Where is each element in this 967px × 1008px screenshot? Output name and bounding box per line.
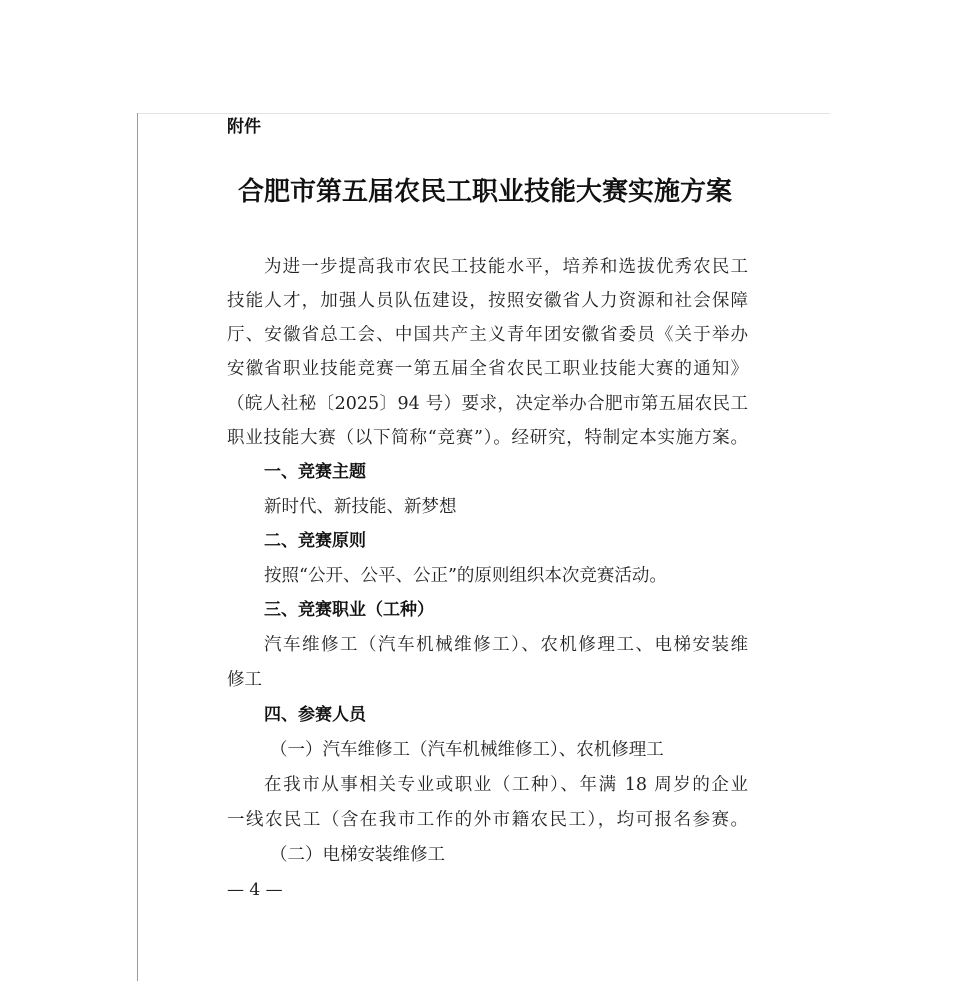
intro-line-3: 厅、安徽省总工会、中国共产主义青年团安徽省委员《关于举办 xyxy=(227,325,748,345)
intro-line-4: 安徽省职业技能竞赛一第五届全省农民工职业技能大赛的通知》 xyxy=(227,359,748,379)
section-3-line-1: 汽车维修工（汽车机械维修工）、农机修理工、电梯安装维 xyxy=(264,635,748,655)
page-top-edge xyxy=(137,113,830,114)
section-3-heading: 三、竞赛职业（工种） xyxy=(264,600,434,620)
section-4-sub-1-line-1: 在我市从事相关专业或职业（工种）、年满 18 周岁的企业 xyxy=(264,775,748,795)
intro-line-1: 为进一步提高我市农民工技能水平，培养和选拔优秀农民工 xyxy=(264,257,748,277)
page-left-edge xyxy=(137,113,138,981)
section-4-heading: 四、参赛人员 xyxy=(264,705,366,725)
section-1-text: 新时代、新技能、新梦想 xyxy=(264,497,457,517)
section-1-heading: 一、竞赛主题 xyxy=(264,462,366,482)
section-3-line-2: 修工 xyxy=(227,670,262,690)
section-2-heading: 二、竞赛原则 xyxy=(264,531,366,551)
attachment-label: 附件 xyxy=(227,117,261,137)
section-4-sub-2-heading: （二）电梯安装维修工 xyxy=(270,845,445,865)
document-title: 合肥市第五届农民工职业技能大赛实施方案 xyxy=(237,177,732,207)
section-4-sub-1-line-2: 一线农民工（含在我市工作的外市籍农民工），均可报名参赛。 xyxy=(227,810,748,830)
page-number: — 4 — xyxy=(227,880,283,900)
section-2-text: 按照“公开、公平、公正”的原则组织本次竞赛活动。 xyxy=(264,566,667,586)
section-4-sub-1-heading: （一）汽车维修工（汽车机械维修工）、农机修理工 xyxy=(270,740,664,760)
intro-line-5: （皖人社秘〔2025〕94 号）要求，决定举办合肥市第五届农民工 xyxy=(227,394,748,414)
intro-line-2: 技能人才，加强人员队伍建设，按照安徽省人力资源和社会保障 xyxy=(227,291,748,311)
intro-line-6: 职业技能大赛（以下简称“竞赛”）。经研究，特制定本实施方案。 xyxy=(227,428,748,448)
